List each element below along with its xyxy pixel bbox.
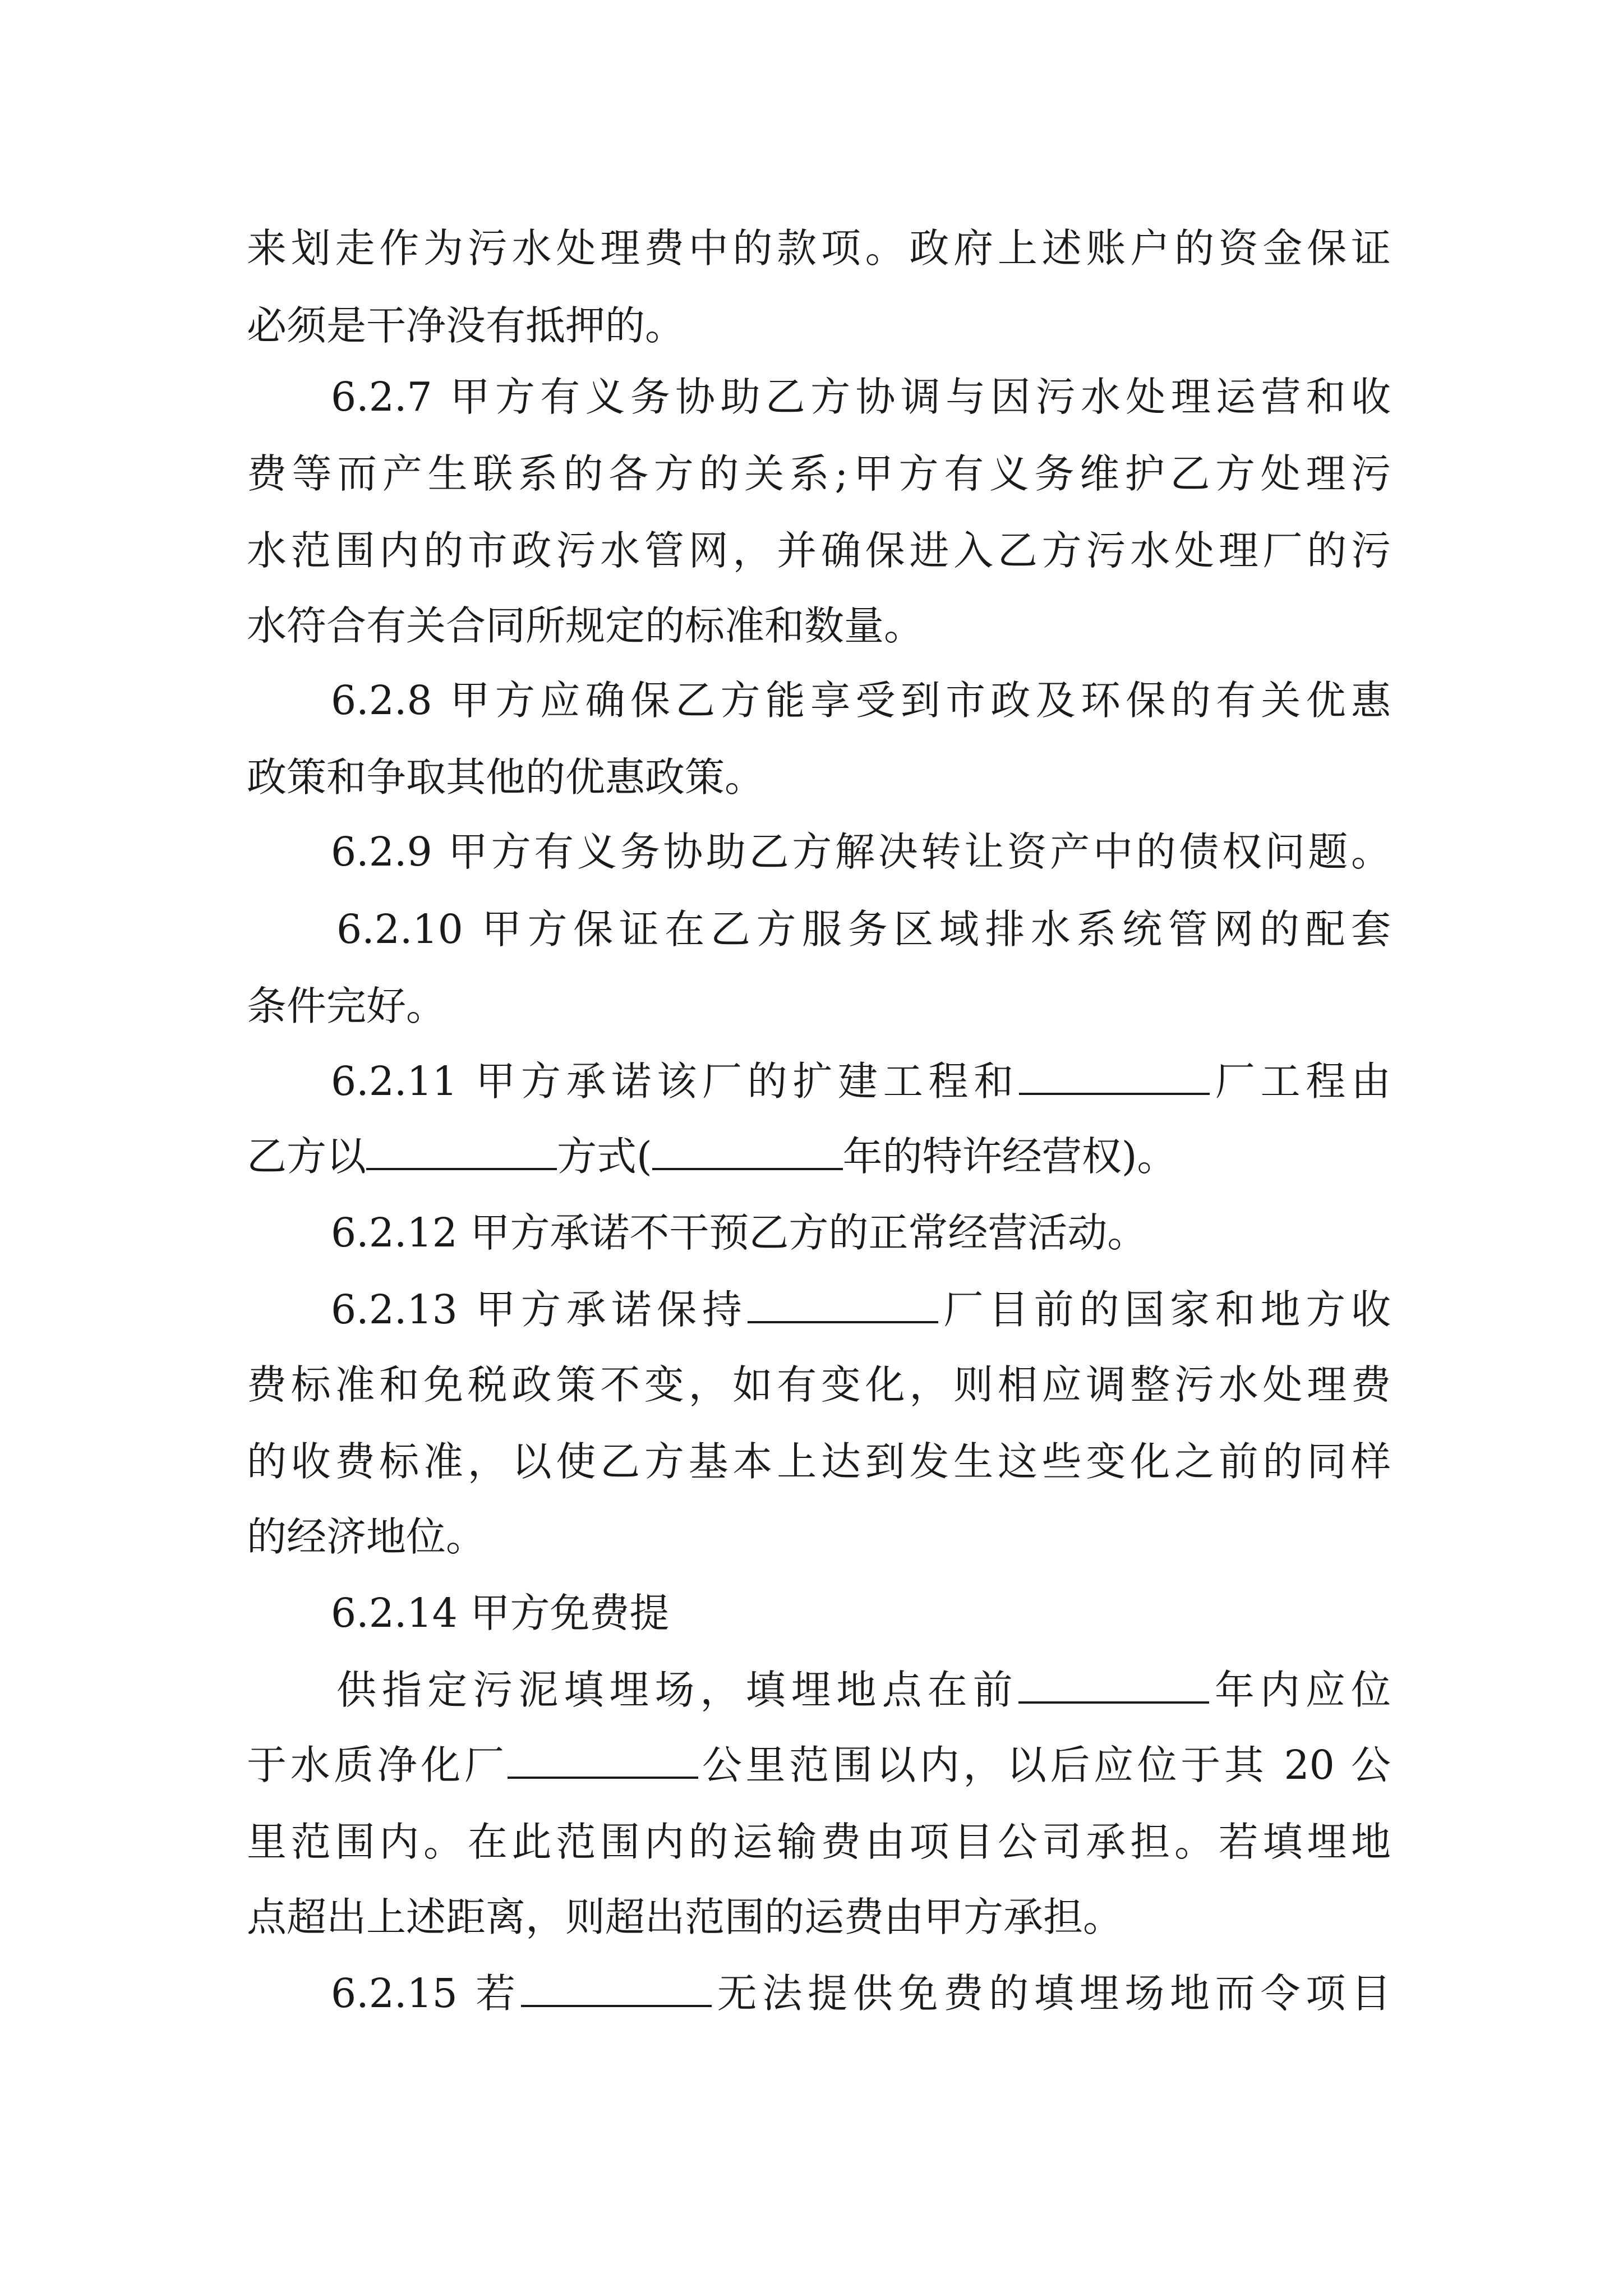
text-segment: 无法提供免费的填埋场地而令项目	[711, 1970, 1391, 2017]
paragraph-line	[336, 1662, 1391, 1718]
clause-6-2-14: 6.2.14 甲方免费提	[331, 1590, 670, 1636]
paragraph-line: 费标准和免税政策不变，如有变化，则相应调整污水处理费	[247, 1361, 1391, 1408]
paragraph-line: 的收费标准，以使乙方基本上达到发生这些变化之前的同样	[247, 1438, 1391, 1485]
paragraph-line: 来划走作为污水处理费中的款项。政府上述账户的资金保证	[247, 225, 1391, 272]
paragraph-line: 点超出上述距离，则超出范围的运费由甲方承担。	[247, 1894, 1123, 1940]
paragraph-line: 政策和争取其他的优惠政策。	[247, 754, 765, 800]
paragraph-line	[247, 1737, 1391, 1793]
text-segment: 6.2.13 甲方承诺保持	[331, 1286, 748, 1333]
fill-in-blank	[652, 1133, 843, 1170]
fill-in-blank	[748, 1286, 938, 1323]
clause-6-2-12: 6.2.12 甲方承诺不干预乙方的正常经营活动。	[331, 1209, 1147, 1256]
text-segment: 年的特许经营权)。	[842, 1133, 1177, 1180]
clause-6-2-10: 6.2.10 甲方保证在乙方服务区域排水系统管网的配套	[336, 906, 1391, 953]
text-segment: 于水质净化厂	[247, 1742, 508, 1788]
paragraph-line: 水符合有关合同所规定的标准和数量。	[247, 602, 924, 649]
text-segment: 6.2.15 若	[331, 1970, 521, 2017]
text-segment: 供指定污泥填埋场，填埋地点在前	[336, 1667, 1018, 1713]
clause-6-2-13	[331, 1282, 1391, 1338]
fill-in-blank	[508, 1742, 698, 1779]
fill-in-blank	[1019, 1058, 1210, 1095]
clause-6-2-9: 6.2.9 甲方有义务协助乙方解决转让资产中的债权问题。	[331, 829, 1391, 875]
paragraph-line: 里范围内。在此范围内的运输费由项目公司承担。若填埋地	[247, 1819, 1391, 1865]
fill-in-blank	[366, 1133, 557, 1170]
text-segment: 厂目前的国家和地方收	[938, 1286, 1391, 1333]
clause-6-2-7: 6.2.7 甲方有义务协助乙方协调与因污水处理运营和收	[331, 374, 1391, 420]
paragraph-line: 水范围内的市政污水管网，并确保进入乙方污水处理厂的污	[247, 527, 1391, 574]
text-segment: 公里范围以内，以后应位于其 20 公	[698, 1742, 1391, 1788]
fill-in-blank	[521, 1970, 712, 2007]
text-segment: 厂工程由	[1210, 1058, 1391, 1105]
paragraph-line: 的经济地位。	[247, 1513, 486, 1560]
clause-6-2-8: 6.2.8 甲方应确保乙方能享受到市政及环保的有关优惠	[331, 677, 1391, 724]
text-segment: 年内应位	[1209, 1667, 1391, 1713]
paragraph-line: 必须是干净没有抵押的。	[247, 302, 685, 349]
text-segment: 方式(	[557, 1133, 652, 1180]
clause-6-2-15	[331, 1966, 1391, 2022]
clause-6-2-11	[331, 1053, 1391, 1110]
paragraph-line: 费等而产生联系的各方的关系;甲方有义务维护乙方处理污	[247, 450, 1391, 497]
paragraph-line: 条件完好。	[247, 983, 446, 1029]
paragraph-line	[247, 1129, 1391, 1185]
fill-in-blank	[1018, 1667, 1209, 1704]
text-segment: 6.2.11 甲方承诺该厂的扩建工程和	[331, 1058, 1020, 1105]
text-segment: 乙方以	[247, 1133, 367, 1180]
